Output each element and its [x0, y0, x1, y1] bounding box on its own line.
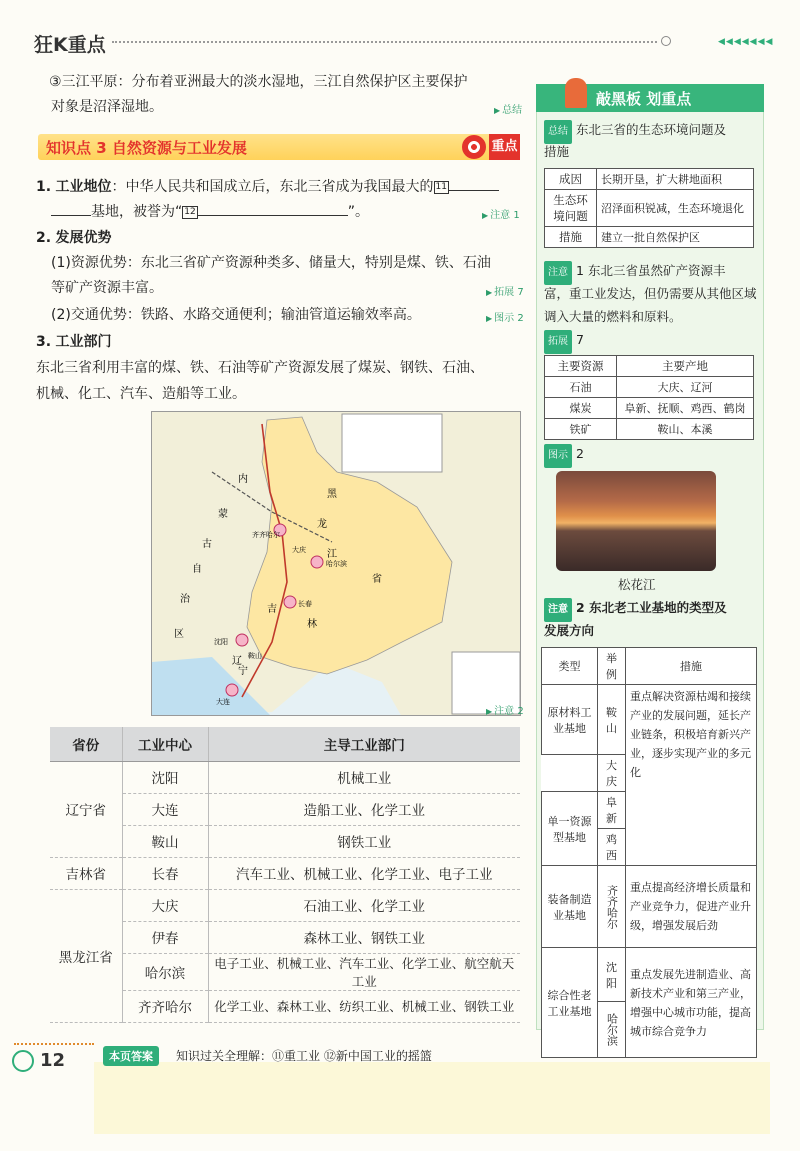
answer-blank-12[interactable]	[198, 215, 348, 216]
base-example-cell: 鞍山	[598, 685, 626, 755]
city-cell: 长春	[122, 857, 208, 889]
knowledge-point-title: 知识点 3 自然资源与工业发展	[46, 139, 247, 157]
eco-table	[544, 168, 754, 248]
city-cell: 伊春	[122, 921, 208, 953]
city-label: 齐齐哈尔	[252, 531, 280, 539]
base-type-cell: 装备制造业基地	[542, 866, 598, 948]
base-header-measure: 措施	[626, 648, 757, 685]
note-1-line-2: 富，重工业发达，但仍需要从其他区域	[544, 286, 757, 301]
map-label: 江	[327, 549, 337, 560]
map-label: 内	[238, 474, 248, 485]
songhua-river-photo	[556, 471, 716, 571]
producer-cell: 鞍山、本溪	[617, 419, 754, 440]
summary-tag: 总结	[544, 120, 572, 144]
city-cell: 沈阳	[122, 761, 208, 793]
table-row	[542, 685, 757, 755]
eco-value-cell: 长期开垦，扩大耕地面积	[597, 169, 754, 190]
base-type-cell: 原材料工业基地	[542, 685, 598, 755]
city-label: 大庆	[292, 546, 306, 554]
resource-table	[544, 355, 754, 440]
sector-cell: 机械工业	[208, 761, 520, 793]
map-label: 吉	[267, 604, 277, 615]
base-type-cell: 综合性老工业基地	[542, 948, 598, 1058]
map-label: 黑	[327, 489, 337, 500]
base-example-cell: 沈阳	[598, 948, 626, 1002]
sector-cell: 钢铁工业	[208, 825, 520, 857]
table-row	[545, 398, 754, 419]
section-3-line-2: 机械、化工、汽车、造船等工业。	[36, 386, 246, 402]
target-icon	[462, 135, 486, 159]
map-legend-industry	[342, 414, 442, 472]
col-header-province: 省份	[50, 727, 122, 761]
table-row	[545, 356, 754, 377]
note-2-block: 注意 2 东北老工业基地的类型及	[544, 597, 758, 622]
sector-cell: 化学工业、森林工业、纺织工业、机械工业、钢铁工业	[208, 990, 520, 1022]
sidebar-title: 敲黑板 划重点	[596, 90, 692, 108]
map-label: 林	[307, 619, 317, 630]
map-label: 自	[192, 564, 202, 575]
table-row	[545, 419, 754, 440]
note-2-line-2: 发展方向	[544, 623, 595, 638]
sector-cell: 造船工业、化学工业	[208, 793, 520, 825]
city-label: 大连	[216, 698, 230, 706]
clock-icon	[12, 1050, 34, 1072]
eco-value-cell: 建立一批自然保护区	[597, 227, 754, 248]
industry-map	[151, 411, 521, 716]
section-1: 1. 工业地位：中华人民共和国成立后，东北三省成为我国最大的 11	[36, 175, 521, 199]
map-label: 龙	[317, 519, 327, 530]
map-label: 宁	[238, 666, 248, 677]
city-label: 长春	[298, 600, 312, 608]
eco-label-cell: 生态环境问题	[545, 190, 597, 227]
extension-7-label: 拓展 7	[544, 329, 584, 354]
section-2-p2: (2)交通优势：铁路、水路交通便利；输油管道运输效率高。	[51, 307, 421, 323]
city-marker-changchun	[284, 596, 296, 608]
province-cell: 辽宁省	[50, 761, 122, 857]
map-label: 古	[202, 539, 212, 550]
province-cell: 吉林省	[50, 857, 122, 889]
eco-label-cell: 措施	[545, 227, 597, 248]
col-header-center: 工业中心	[122, 727, 208, 761]
map-label: 辽	[232, 656, 242, 667]
ref-summary-link[interactable]: ▶ 总结	[494, 101, 522, 116]
sector-cell: 汽车工业、机械工业、化学工业、电子工业	[208, 857, 520, 889]
base-example-cell: 大庆	[598, 755, 626, 792]
producer-cell: 大庆、辽河	[617, 377, 754, 398]
map-label: 治	[180, 594, 190, 605]
circle-icon	[661, 36, 671, 46]
city-label: 哈尔滨	[326, 560, 347, 568]
map-label: 区	[174, 629, 184, 640]
city-cell: 哈尔滨	[122, 953, 208, 990]
intro-line-1: ③三江平原：分布着亚洲最大的淡水湿地，三江自然保护区主要保护	[49, 74, 468, 90]
answer-text: 知识过关全理解：⑪重工业 ⑫新中国工业的摇篮	[176, 1049, 432, 1063]
summary-block: 总结 东北三省的生态环境问题及	[544, 119, 758, 144]
table-row	[545, 227, 754, 248]
arrow-decoration-icon: ◀◀◀◀◀◀◀	[718, 37, 774, 47]
table-row	[542, 866, 757, 948]
producer-cell: 阜新、抚顺、鸡西、鹤岗	[617, 398, 754, 419]
city-cell: 齐齐哈尔	[122, 990, 208, 1022]
base-measure-cell: 重点发展先进制造业、高新技术产业和第三产业，增强中心城市功能，提高城市综合竞争力	[626, 948, 757, 1058]
section-2-heading: 2. 发展优势	[36, 230, 112, 246]
base-example-cell: 鸡西	[598, 829, 626, 866]
resource-cell: 石油	[545, 377, 617, 398]
eco-label-cell: 成因	[545, 169, 597, 190]
map-label: 蒙	[218, 509, 228, 520]
resource-cell: 铁矿	[545, 419, 617, 440]
page-number: 12	[40, 1050, 66, 1071]
note-1-line-3: 调入大量的燃料和原料。	[544, 309, 682, 324]
base-header-example: 举例	[598, 648, 626, 685]
table-row	[542, 648, 757, 685]
brand-logo: 狂K重点	[34, 34, 106, 56]
footer-background	[94, 1062, 770, 1134]
base-example-cell: 阜新	[598, 792, 626, 829]
province-cell: 黑龙江省	[50, 889, 122, 1022]
ref-extension-7-link[interactable]: ▶ 拓展 7	[486, 283, 524, 298]
base-table	[541, 647, 757, 1058]
teacher-icon	[565, 78, 587, 108]
eco-value-cell: 沼泽面积锐减，生态环境退化	[597, 190, 754, 227]
base-measure-cell: 重点提高经济增长质量和产业竞争力，促进产业升级，增强发展后劲	[626, 866, 757, 948]
sector-cell: 森林工业、钢铁工业	[208, 921, 520, 953]
sector-cell: 电子工业、机械工业、汽车工业、化学工业、航空航天工业	[208, 953, 520, 990]
intro-line-2: 对象是沼泽湿地。	[51, 99, 163, 115]
city-cell: 大庆	[122, 889, 208, 921]
key-point-badge: 重点	[489, 134, 520, 160]
ref-note-1-link[interactable]: ▶ 注意 1	[482, 206, 520, 221]
ref-note-2-link[interactable]: ▶ 注意 2	[486, 702, 524, 717]
table-row	[50, 761, 520, 793]
section-3-heading: 3. 工业部门	[36, 334, 112, 350]
base-example-cell: 齐齐哈尔	[598, 866, 626, 948]
resource-cell: 煤炭	[545, 398, 617, 419]
base-measure-cell: 重点解决资源枯竭和接续产业的发展问题，延长产业链条，积极培育新兴产业，逐步实现产业的多元化	[626, 685, 757, 866]
photo-caption: 松花江	[618, 577, 656, 592]
city-label: 鞍山	[248, 652, 262, 660]
section-2-p1-line-2: 等矿产资源丰富。	[51, 280, 163, 296]
base-example-cell: 哈尔滨	[598, 1002, 626, 1058]
sector-cell: 石油工业、化学工业	[208, 889, 520, 921]
producer-header: 主要产地	[617, 356, 754, 377]
base-header-type: 类型	[542, 648, 598, 685]
section-1-line-2: 基地，被誉为“ 12 ”。	[51, 200, 369, 224]
industry-table	[50, 727, 520, 1023]
table-row	[50, 857, 520, 889]
answer-badge: 本页答案	[103, 1046, 159, 1066]
ref-figure-2-link[interactable]: ▶ 图示 2	[486, 309, 524, 324]
header-divider	[112, 41, 657, 43]
figure-2-label: 图示 2	[544, 443, 584, 468]
section-3-line-1: 东北三省利用丰富的煤、铁、石油等矿产资源发展了煤炭、钢铁、石油、	[36, 360, 484, 376]
map-svg	[152, 412, 521, 716]
summary-line-2: 措施	[544, 144, 570, 159]
table-row	[50, 889, 520, 921]
city-marker-shenyang	[236, 634, 248, 646]
city-marker-dalian	[226, 684, 238, 696]
city-cell: 大连	[122, 793, 208, 825]
col-header-sector: 主导工业部门	[208, 727, 520, 761]
section-2-p1-line-1: (1)资源优势：东北三省矿产资源种类多、储量大，特别是煤、铁、石油	[51, 255, 491, 271]
table-row	[542, 948, 757, 1002]
city-marker-harbin	[311, 556, 323, 568]
footer-divider	[14, 1043, 94, 1045]
table-row	[545, 190, 754, 227]
city-cell: 鞍山	[122, 825, 208, 857]
resource-header: 主要资源	[545, 356, 617, 377]
base-type-cell: 单一资源型基地	[542, 792, 598, 866]
city-label: 沈阳	[214, 638, 228, 646]
table-row	[545, 377, 754, 398]
map-label: 省	[372, 574, 382, 585]
table-row	[545, 169, 754, 190]
note-1-block: 注意 1 东北三省虽然矿产资源丰	[544, 260, 758, 285]
